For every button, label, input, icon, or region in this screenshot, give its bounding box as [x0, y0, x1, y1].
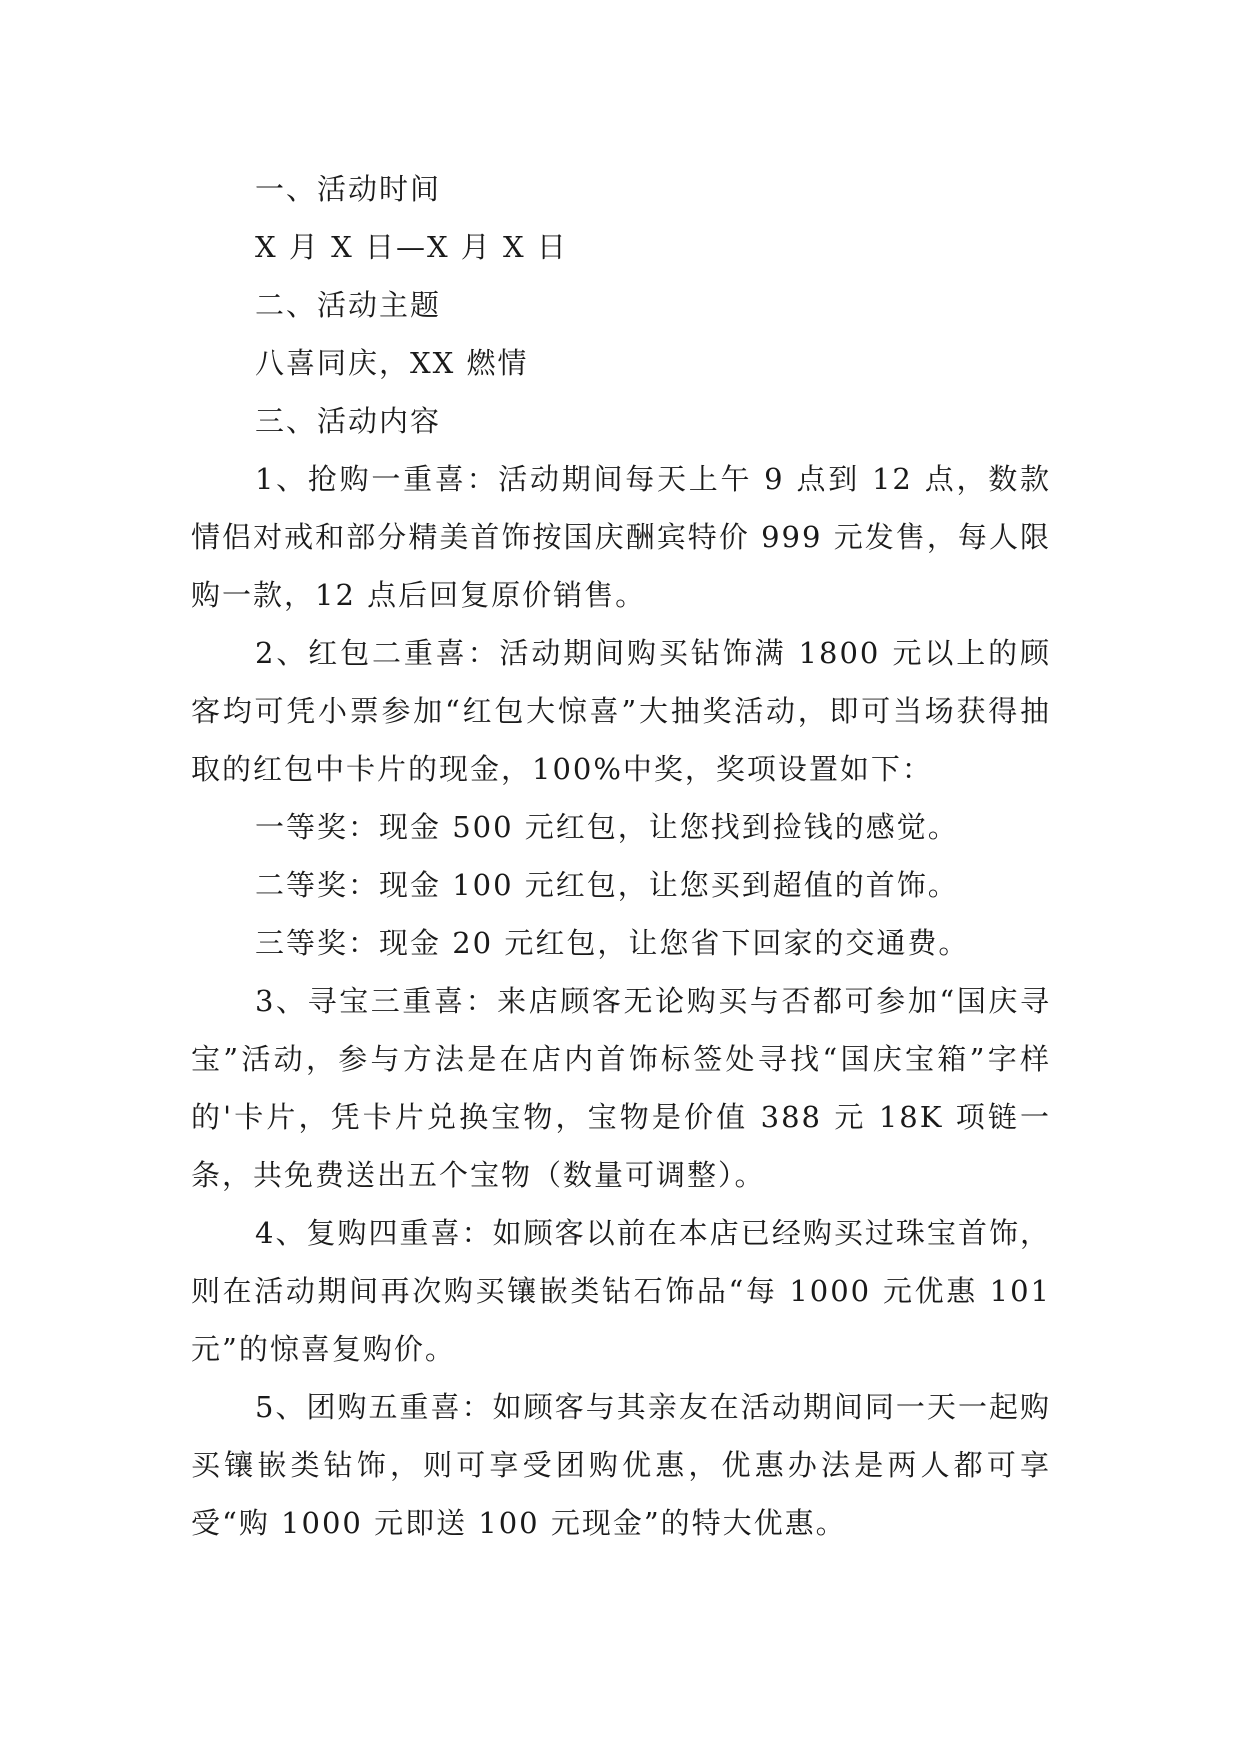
- activity-item-5: 5、团购五重喜：如顾客与其亲友在活动期间同一天一起购买镶嵌类钻饰，则可享受团购优惠，优惠办法是两人都可享受“购 1000 元即送 100 元现金”的特大优惠。: [191, 1390, 1051, 1540]
- activity-item-2: 2、红包二重喜：活动期间购买钻饰满 1800 元以上的顾客均可凭小票参加“红包大惊喜”大抽奖活动，即可当场获得抽取的红包中卡片的现金，100%中奖，奖项设置如下：: [191, 636, 1051, 786]
- activity-item-3: 3、寻宝三重喜：来店顾客无论购买与否都可参加“国庆寻宝”活动，参与方法是在店内首饰标签处寻找“国庆宝箱”字样的'卡片，凭卡片兑换宝物，宝物是价值 388 元 18K 项链一条，共免费送出五个宝物（数量可调整）。: [191, 984, 1051, 1192]
- prize-first: 一等奖：现金 500 元红包，让您找到捡钱的感觉。: [255, 810, 959, 844]
- section-heading-time: 一、活动时间: [255, 172, 442, 206]
- document-body: [191, 160, 1051, 1552]
- prize-third: 三等奖：现金 20 元红包，让您省下回家的交通费。: [255, 926, 970, 960]
- time-value: X 月 X 日—X 月 X 日: [255, 230, 568, 264]
- activity-item-1: 1、抢购一重喜：活动期间每天上午 9 点到 12 点，数款情侣对戒和部分精美首饰按国庆酬宾特价 999 元发售，每人限购一款，12 点后回复原价销售。: [191, 462, 1051, 612]
- theme-value: 八喜同庆，XX 燃情: [255, 346, 529, 380]
- section-heading-content: 三、活动内容: [255, 404, 442, 438]
- section-heading-theme: 二、活动主题: [255, 288, 442, 322]
- prize-second: 二等奖：现金 100 元红包，让您买到超值的首饰。: [255, 868, 959, 902]
- activity-item-4: 4、复购四重喜：如顾客以前在本店已经购买过珠宝首饰，则在活动期间再次购买镶嵌类钻石饰品“每 1000 元优惠 101 元”的惊喜复购价。: [191, 1216, 1051, 1366]
